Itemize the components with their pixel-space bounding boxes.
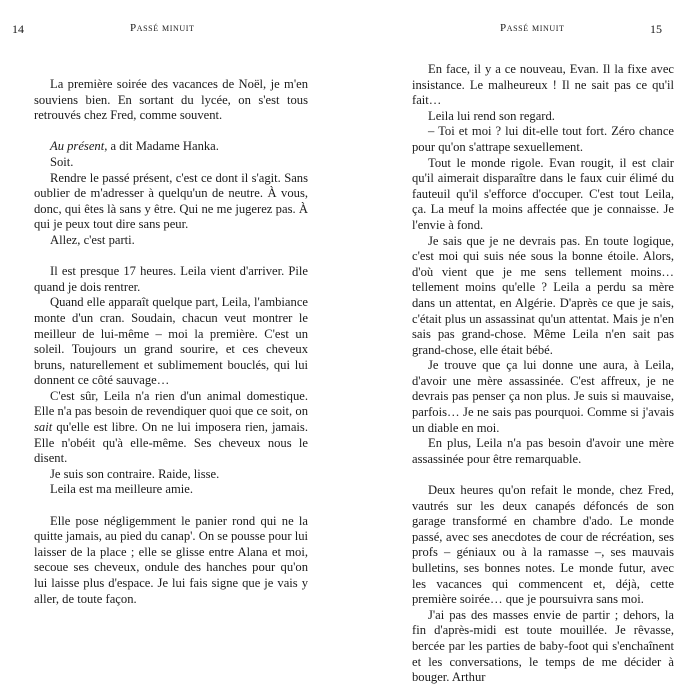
paragraph: En plus, Leila n'a pas besoin d'avoir une mère assassinée pour être remarquable.: [412, 436, 674, 466]
paragraph: Elle pose négligemment le panier rond qui ne la quitte jamais, au pied du canap'. On se pousse pour lui laisser de la place ; elle se glisse entre Alana et moi, secoue ses cheveux, ondule des hanches pour qu'on lui laisse plus d'espace. Je lui fais signe que je vais y aller, de toute façon.: [34, 513, 308, 606]
paragraph: Je sais que je ne devrais pas. En toute logique, c'est moi qui suis née sous la bonne étoile. Alors, d'où vient que je me sens tellement moins… tellement moins qu'elle ? Leila a perdu sa mère dans un attentat, en Algérie. D'après ce que je sais, c'était plus un assassinat qu'un attentat. Mais je n'en sais pas grand-chose. Même Leila n'en sait pas grand-chose, elle était bébé.: [412, 233, 674, 357]
paragraph: Rendre le passé présent, c'est ce dont il s'agit. Sans oublier de m'adresser à quelqu'un de neutre. À vous, donc, qui êtes là sans y être. Qui ne me jugerez pas. À qui je peux tout dire sans peur.: [34, 170, 308, 232]
right-header: [364, 22, 700, 38]
paragraph: Allez, c'est parti.: [50, 232, 135, 247]
paragraph: [34, 139, 308, 155]
paragraph: Je trouve que ça lui donne une aura, à Leila, d'avoir une mère assassinée. C'est affreux, je ne devrais pas penser ça non plus. Je suis si mauvaise, parfois… Je ne sais pas pourquoi. Comme si j'avais un diable en moi.: [412, 358, 674, 435]
page-number-left: 14: [12, 22, 24, 36]
left-page: [0, 0, 336, 606]
paragraph: Je suis son contraire. Raide, lisse.: [50, 466, 220, 481]
italic-phrase: Au présent: [50, 139, 105, 154]
paragraph: Quand elle apparaît quelque part, Leila, l'ambiance monte d'un cran. Soudain, chacun veut montrer le meilleur de lui-même – moi la première. C'est un soleil. Toujours un grand sourire, et ces cheveux bruns, naturellement et sublimement bouclés, qui lui donnent ce côté sauvage…: [34, 295, 308, 388]
paragraph: Deux heures qu'on refait le monde, chez Fred, vautrés sur les deux canapés défoncés de son garage transformé en chambre d'ado. Le monde passé, avec ses anecdotes de cour de récréation, ses profs – géniaux ou à la ramasse –, ses mauvais bulletins, ses bonnes notes. Le monde futur, avec les vacances qui commencent et, déjà, cette première soirée… que je poursuivra sans moi.: [412, 483, 674, 607]
running-head-left: Passé minuit: [130, 22, 195, 34]
page-number-right: 15: [650, 22, 662, 36]
paragraph: Leila est ma meilleure amie.: [50, 482, 194, 497]
paragraph: Tout le monde rigole. Evan rougit, il est clair qu'il aimerait disparaître dans le faux cuir élimé du fauteuil qu'il s'efforce d'occuper. C'est tout Leila, ça. La meuf la moins affectée que je connaisse. Je l'envie à fond.: [412, 155, 674, 232]
paragraph: Leila lui rend son regard.: [428, 108, 555, 123]
paragraph: Il est presque 17 heures. Leila vient d'arriver. Pile quand je dois rentrer.: [34, 264, 308, 294]
paragraph: Soit.: [50, 154, 74, 169]
right-page: [364, 0, 700, 685]
italic-word: sait: [34, 420, 53, 435]
running-head-right: Passé minuit: [500, 22, 565, 34]
paragraph-text: qu'elle est libre. On ne lui imposera rien, jamais. Elle n'obéit qu'à elle-même. Ses cheveux nous le disent.: [34, 420, 308, 466]
paragraph: – Toi et moi ? lui dit-elle tout fort. Zéro chance pour qu'on s'attrape sexuellement.: [412, 124, 674, 154]
paragraph: J'ai pas des masses envie de partir ; dehors, la fin d'après-midi est toute mouillée. Je rêvasse, bercée par les parties de baby-foot qui s'enchaînent et les conversations, le temps de me décider à bouger. Arthur: [412, 607, 674, 685]
paragraph-text: C'est sûr, Leila n'a rien d'un animal domestique. Elle n'a pas besoin de revendiquer quoi que ce soit, on: [34, 388, 308, 419]
paragraph: [34, 389, 308, 467]
paragraph-text: , a dit Madame Hanka.: [104, 139, 219, 154]
paragraph: En face, il y a ce nouveau, Evan. Il la fixe avec insistance. Le malheureux ! Il ne sait pas ce qu'il fait…: [412, 62, 674, 108]
right-text-block: [412, 62, 674, 686]
left-header: [0, 22, 336, 38]
left-text-block: [34, 77, 308, 607]
paragraph: La première soirée des vacances de Noël, je m'en souviens bien. En sortant du lycée, on s'est tous retrouvés chez Fred, comme souvent.: [34, 77, 308, 123]
